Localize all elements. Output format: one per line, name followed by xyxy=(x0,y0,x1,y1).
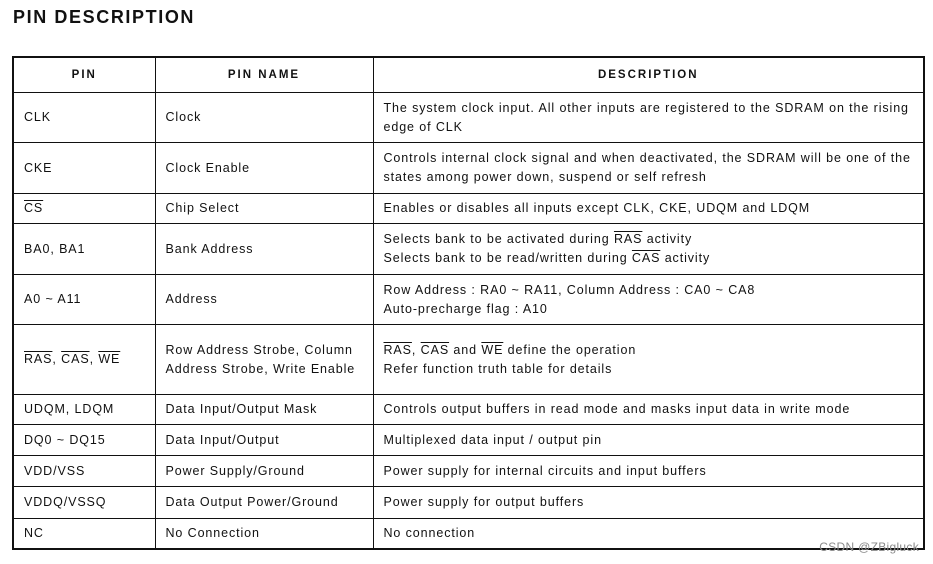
pin-name-cell: Clock xyxy=(155,93,373,143)
table-row xyxy=(13,194,924,224)
ras-signal: $\overline{RAS}$ xyxy=(24,352,53,366)
description-line: Refer function truth table for details xyxy=(383,361,613,376)
description-cell: Power supply for internal circuits and input buffers xyxy=(373,456,924,487)
table-row xyxy=(13,395,924,425)
description-cell: Multiplexed data input / output pin xyxy=(373,425,924,456)
description-cell: The system clock input. All other inputs are registered to the SDRAM on the rising edge of CLK xyxy=(373,93,924,143)
pin-name-cell: Address xyxy=(155,275,373,325)
pin-name-cell: Data Input/Output Mask xyxy=(155,395,373,425)
description-cell: Controls internal clock signal and when deactivated, the SDRAM will be one of the states among power down, suspend or self refresh xyxy=(373,143,924,194)
pin-cell: A0 ~ A11 xyxy=(13,275,155,325)
description-line xyxy=(384,230,914,249)
pin-name-cell: Bank Address xyxy=(155,224,373,275)
table-row xyxy=(13,143,924,194)
cas-signal: $\overline{CAS}$ xyxy=(420,342,450,357)
description-cell: No connection xyxy=(373,519,924,549)
description-line: Auto-precharge flag : A10 xyxy=(383,301,548,316)
pin-description-table xyxy=(12,56,925,550)
pin-name-cell: Clock Enable xyxy=(155,143,373,194)
watermark: CSDN @ZBigluck xyxy=(819,540,919,554)
cas-signal: $\overline{CAS}$ xyxy=(61,352,90,366)
pin-cell: VDDQ/VSSQ xyxy=(13,487,155,519)
pin-cell: CKE xyxy=(13,143,155,194)
pin-cell: CLK xyxy=(13,93,155,143)
description-cell: Controls output buffers in read mode and masks input data in write mode xyxy=(373,395,924,425)
table-row xyxy=(13,93,924,143)
pin-name-cell: Data Input/Output xyxy=(155,425,373,456)
text-fragment: define the operation xyxy=(503,342,637,357)
text-fragment: activity xyxy=(642,232,693,246)
description-line: Row Address : RA0 ~ RA11, Column Address : CA0 ~ CA8 xyxy=(383,282,756,297)
pin-name-cell: Row Address Strobe, Column Address Strobe, Write Enable xyxy=(155,325,373,395)
pin-cell: BA0, BA1 xyxy=(13,224,155,275)
we-signal: $\overline{WE}$ xyxy=(98,352,121,366)
ras-signal: $\overline{RAS}$ xyxy=(383,342,412,357)
table-row xyxy=(13,325,924,395)
pin-name-cell: No Connection xyxy=(155,519,373,549)
description-line xyxy=(384,249,914,268)
table-row xyxy=(13,519,924,549)
pin-cell: $\overline{RAS}$, $\overline{CAS}$, $\overline{WE}$ xyxy=(13,325,155,395)
header-description: DESCRIPTION xyxy=(373,57,924,93)
cas-signal: $\overline{CAS}$ xyxy=(631,251,661,265)
table-row xyxy=(13,275,924,325)
text-fragment: Selects bank to be activated during xyxy=(383,232,614,246)
description-cell xyxy=(373,275,924,325)
text-fragment: Selects bank to be read/written during xyxy=(383,251,632,265)
table-row xyxy=(13,487,924,519)
pin-cell: DQ0 ~ DQ15 xyxy=(13,425,155,456)
cs-signal: $\overline{CS}$ xyxy=(24,201,44,215)
table-row xyxy=(13,456,924,487)
table-header-row xyxy=(13,57,924,93)
pin-name-cell: Data Output Power/Ground xyxy=(155,487,373,519)
ras-signal: $\overline{RAS}$ xyxy=(613,232,643,246)
pin-cell: UDQM, LDQM xyxy=(13,395,155,425)
pin-cell: VDD/VSS xyxy=(13,456,155,487)
table-row xyxy=(13,425,924,456)
description-cell: Power supply for output buffers xyxy=(373,487,924,519)
pin-cell xyxy=(13,194,155,224)
table-row xyxy=(13,224,924,275)
pin-cell: NC xyxy=(13,519,155,549)
pin-name-cell: Power Supply/Ground xyxy=(155,456,373,487)
description-line: $\overline{RAS}$, $\overline{CAS}$ and $\overline{WE}$ define the operation xyxy=(383,342,637,357)
text-fragment: and xyxy=(449,342,482,357)
description-cell: Enables or disables all inputs except CLK, CKE, UDQM and LDQM xyxy=(373,194,924,224)
page-title: PIN DESCRIPTION xyxy=(13,7,196,27)
header-pin-name: PIN NAME xyxy=(155,57,373,93)
description-cell xyxy=(373,224,924,275)
text-fragment: activity xyxy=(660,251,711,265)
header-pin: PIN xyxy=(13,57,155,93)
we-signal: $\overline{WE}$ xyxy=(481,342,504,357)
pin-name-cell: Chip Select xyxy=(155,194,373,224)
description-cell xyxy=(373,325,924,395)
